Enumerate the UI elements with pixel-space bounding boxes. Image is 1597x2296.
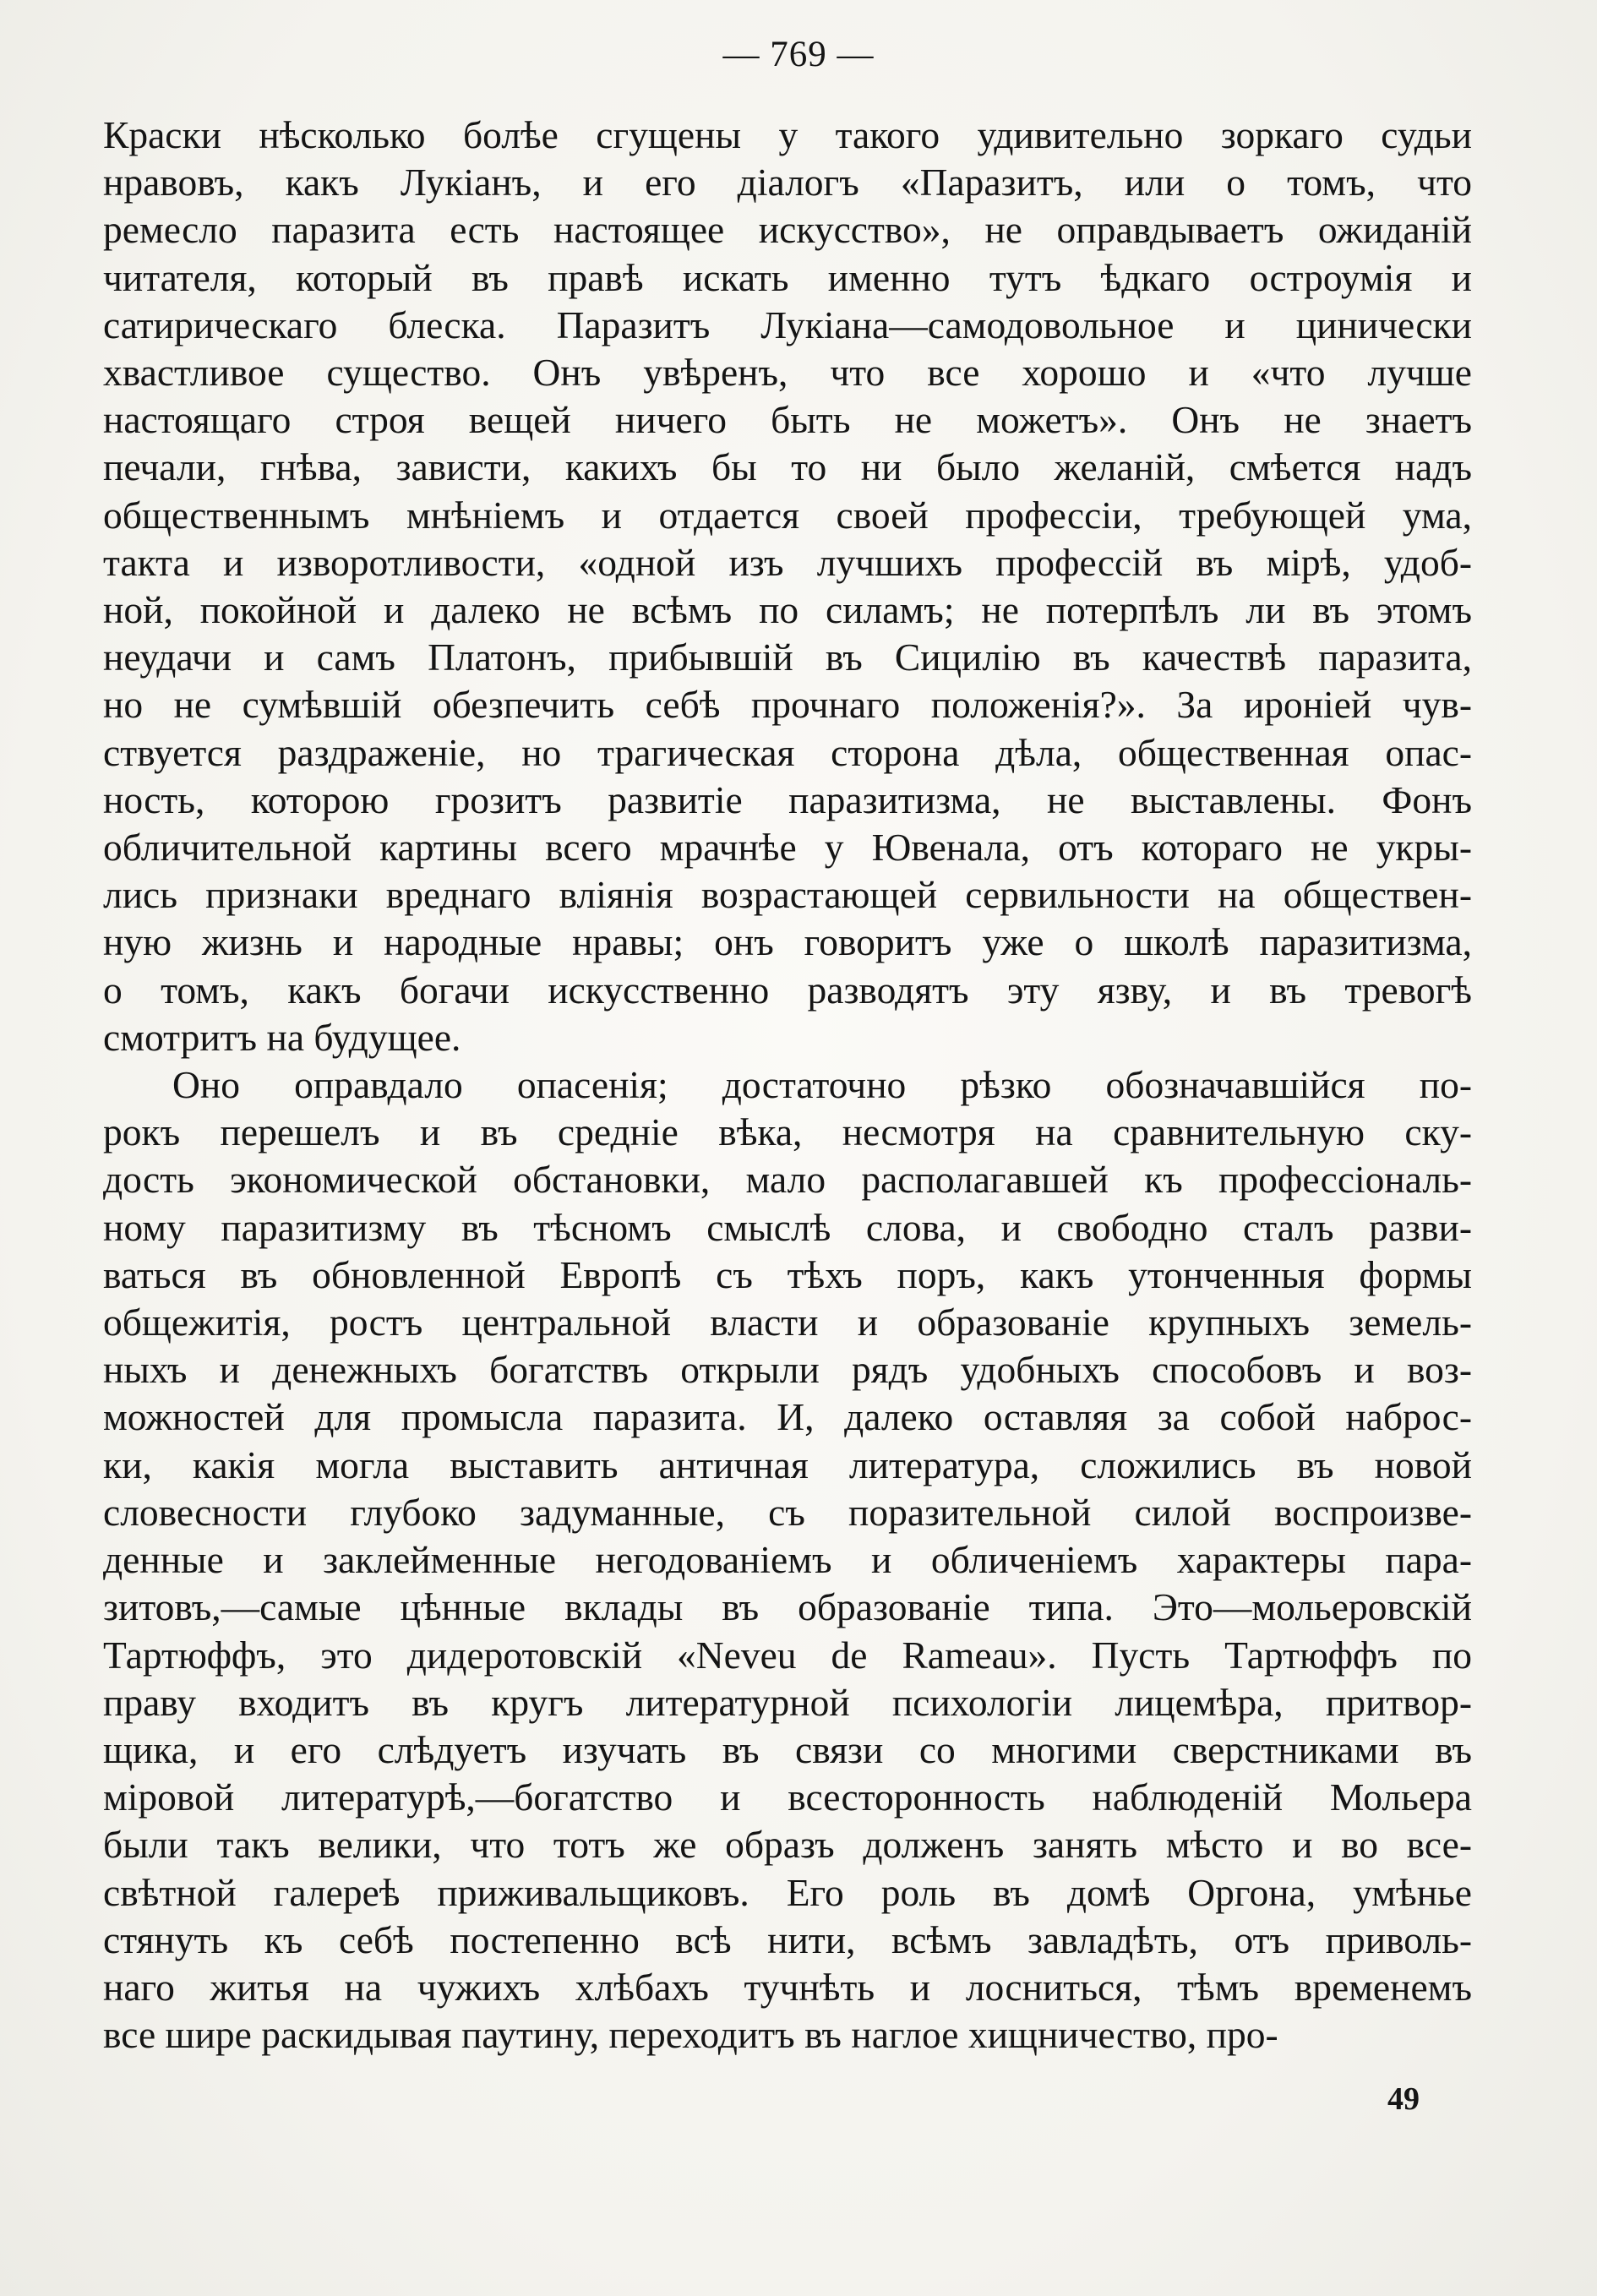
text-line: ность, которою грозитъ развитіе паразитизма, не выставлены. Фонъ xyxy=(103,777,1472,821)
text-line: общежитія, ростъ центральной власти и образованіе крупныхъ земель- xyxy=(103,1301,1472,1344)
text-line: ныхъ и денежныхъ богатствъ открыли рядъ удобныхъ способовъ и воз- xyxy=(103,1348,1472,1392)
text-line: свѣтной галереѣ приживальщиковъ. Его роль въ домѣ Оргона, умѣнье xyxy=(103,1870,1472,1914)
text-line: смотритъ на будущее. xyxy=(103,1015,461,1059)
body-text xyxy=(103,112,1472,2059)
text-line: денные и заклейменные негодованіемъ и обличеніемъ характеры пара- xyxy=(103,1538,1472,1582)
text-line: были такъ велики, что тотъ же образъ долженъ занять мѣсто и во все- xyxy=(103,1823,1472,1867)
paragraph-1 xyxy=(103,112,1472,1061)
text-line: все шире раскидывая паутину, переходитъ въ наглое хищничество, про- xyxy=(103,2013,1278,2057)
text-line: но не сумѣвшій обезпечить себѣ прочнаго положенія?». За иронiей чув- xyxy=(103,683,1472,727)
text-line: такта и изворотливости, «одной изъ лучшихъ профессій въ мірѣ, удоб- xyxy=(103,540,1472,584)
text-line: печали, гнѣва, зависти, какихъ бы то ни было желаній, смѣется надъ xyxy=(103,445,1472,489)
text-line: словесности глубоко задуманные, съ поразительной силой воспроизве- xyxy=(103,1490,1472,1534)
text-line: наго житья на чужихъ хлѣбахъ тучнѣть и лосниться, тѣмъ временемъ xyxy=(103,1965,1472,2009)
text-line: щика, и его слѣдуетъ изучать въ связи со многими сверстниками въ xyxy=(103,1727,1472,1771)
text-line: Тартюффъ, это дидеротовскій «Neveu de Rameau». Пусть Тартюффъ по xyxy=(103,1633,1472,1677)
text-line: общественнымъ мнѣніемъ и отдается своей профессіи, требующей ума, xyxy=(103,493,1472,537)
text-line: хвастливое существо. Онъ увѣренъ, что все хорошо и «что лучше xyxy=(103,351,1472,395)
text-line: ному паразитизму въ тѣсномъ смыслѣ слова, и свободно сталъ разви- xyxy=(103,1205,1472,1249)
text-line: праву входитъ въ кругъ литературной психологіи лицемѣра, притвор- xyxy=(103,1680,1472,1724)
text-line: ки, какія могла выставить античная литература, сложились въ новой xyxy=(103,1442,1472,1486)
signature-mark: 49 xyxy=(1387,2081,1420,2117)
text-line: о томъ, какъ богачи искусственно разводятъ эту язву, и въ тревогѣ xyxy=(103,968,1472,1012)
text-line: обличительной картины всего мрачнѣе у Ювенала, отъ котораго не укры- xyxy=(103,826,1472,870)
text-line: Оно оправдало опасенія; достаточно рѣзко обозначавшійся по- xyxy=(172,1063,1472,1107)
text-line: зитовъ,—самые цѣнные вклады въ образованіе типа. Это—мольеровскій xyxy=(103,1585,1472,1629)
text-line: ствуется раздраженіе, но трагическая сторона дѣла, общественная опас- xyxy=(103,730,1472,774)
text-line: стянуть къ себѣ постепенно всѣ нити, всѣмъ завладѣть, отъ приволь- xyxy=(103,1917,1472,1961)
text-line: нравовъ, какъ Лукіанъ, и его діалогъ «Паразитъ, или о томъ, что xyxy=(103,161,1472,205)
text-line: рокъ перешелъ и въ средніе вѣка, несмотря на сравнительную ску- xyxy=(103,1110,1472,1154)
text-line: читателя, который въ правѣ искать именно тутъ ѣдкаго остроумія и xyxy=(103,255,1472,299)
text-line: ремесло паразита есть настоящее искусство», не оправдываетъ ожиданій xyxy=(103,208,1472,252)
text-line: лись признаки вреднаго вліянія возрастающей сервильности на обществен- xyxy=(103,873,1472,917)
text-line: настоящаго строя вещей ничего быть не можетъ». Онъ не знаетъ xyxy=(103,398,1472,442)
text-line: неудачи и самъ Платонъ, прибывшій въ Сицилію въ качествѣ паразита, xyxy=(103,635,1472,679)
text-line: можностей для промысла паразита. И, далеко оставляя за собой наброс- xyxy=(103,1395,1472,1439)
text-line: Краски нѣсколько болѣе сгущены у такого удивительно зоркаго судьи xyxy=(103,113,1472,156)
page-number: — 769 — xyxy=(722,35,875,74)
text-line: ваться въ обновленной Европѣ съ тѣхъ поръ, какъ утонченныя формы xyxy=(103,1252,1472,1296)
text-line: міровой литературѣ,—богатство и всесторонность наблюденій Мольера xyxy=(103,1775,1472,1819)
text-line: ной, покойной и далеко не всѣмъ по силамъ; не потерпѣлъ ли въ этомъ xyxy=(103,588,1472,632)
text-line: сатирическаго блеска. Паразитъ Лукіана—самодовольное и цинически xyxy=(103,303,1472,346)
paragraph-2 xyxy=(103,1061,1472,2059)
text-line: ную жизнь и народные нравы; онъ говоритъ уже о школѣ паразитизма, xyxy=(103,920,1472,964)
text-line: дость экономической обстановки, мало располагавшей къ профессіональ- xyxy=(103,1158,1472,1202)
